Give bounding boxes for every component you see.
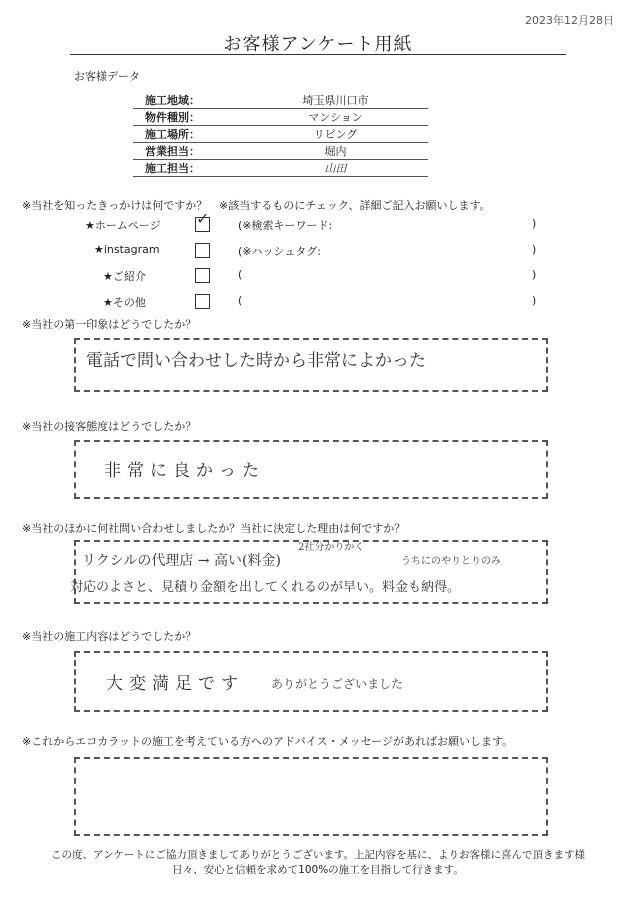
row-label: 物件種別： (133, 109, 243, 126)
page-title: お客様アンケート用紙 (223, 34, 413, 55)
question-construction-quality: ※当社の施工内容はどうでしたか？ (22, 630, 197, 643)
option-detail-homepage: (※検索キーワード: (238, 219, 333, 232)
checkbox-instagram[interactable] (195, 243, 210, 258)
row-label: 施工担当： (133, 160, 243, 177)
question-other-companies: ※当社のほかに何社問い合わせしましたか？当社に決定した理由は何ですか？ (22, 522, 406, 535)
option-label-instagram: ★instagram (94, 243, 160, 256)
row-value: 堀内 (243, 143, 428, 160)
answer-other-companies-line2: 対応のよさと、見積り金額を出してくれるのが早い。料金も納得。 (70, 580, 461, 595)
option-detail-other: ( (238, 294, 243, 307)
option-close-other: ) (532, 294, 537, 307)
question-first-impression: ※当社の第一印象はどうでしたか？ (22, 318, 197, 331)
question-how-found: ※当社を知ったきっかけは何ですか？ (22, 199, 208, 212)
customer-data-heading: お客様データ (74, 70, 140, 83)
answer-note-right: うちにのやりとりのみ (401, 556, 501, 567)
answer-service-attitude: 非常に良かった (104, 461, 265, 481)
question-how-found-note: ※該当するものにチェック、詳細ご記入お願いします。 (219, 199, 491, 212)
survey-date: 2023年12月28日 (525, 14, 614, 27)
answer-box-advice-message[interactable] (74, 757, 548, 836)
row-label: 施工地域： (133, 92, 243, 109)
option-label-homepage: ★ホームページ (85, 219, 161, 232)
option-detail-instagram: (※ハッシュタグ: (238, 245, 321, 258)
checkmark-icon: ✓ (196, 209, 210, 228)
title-underline (70, 54, 566, 55)
row-value-handwritten: 山田 (243, 160, 428, 177)
answer-box-service-attitude[interactable] (74, 440, 548, 499)
question-service-attitude: ※当社の接客態度はどうでしたか？ (22, 420, 197, 433)
row-value: 埼玉県川口市 (243, 92, 428, 109)
answer-construction-quality: 大変満足です (106, 674, 244, 694)
option-label-other: ★その他 (103, 296, 146, 309)
customer-data-row (133, 109, 428, 126)
customer-data-row (133, 126, 428, 143)
row-label: 営業担当： (133, 143, 243, 160)
option-close-homepage: ) (532, 217, 537, 230)
answer-box-first-impression[interactable] (74, 338, 548, 392)
question-advice-message: ※これからエコカラットの施工を考えている方へのアドバイス・メッセージがあればお願いします。 (22, 735, 514, 748)
option-close-referral: ) (532, 268, 537, 281)
answer-other-companies-line1: リクシルの代理店 → 高い(料金) (82, 553, 281, 569)
customer-data-row (133, 92, 428, 109)
checkbox-referral[interactable] (195, 268, 210, 283)
option-close-instagram: ) (532, 243, 537, 256)
row-label: 施工場所： (133, 126, 243, 143)
answer-first-impression: 電話で問い合わせした時から非常によかった (86, 351, 426, 371)
customer-data-table (133, 92, 428, 177)
answer-construction-quality-note: ありがとうございました (271, 677, 404, 691)
answer-box-construction-quality[interactable] (74, 651, 548, 712)
checkbox-other[interactable] (195, 294, 210, 309)
footer-message-line1: この度、アンケートにご協力頂きましてありがとうございます。上記内容を基に、よりお客様に喜んで頂きます様 (50, 849, 586, 861)
customer-data-row (133, 160, 428, 177)
row-value: マンション (243, 109, 428, 126)
option-label-referral: ★ご紹介 (103, 270, 146, 283)
customer-data-row (133, 143, 428, 160)
footer-message-line2: 日々、安心と信頼を求めて100%の施工を目指して行きます。 (172, 864, 464, 876)
answer-box-other-companies[interactable] (70, 540, 548, 604)
answer-note-top: 2社分かりかく (298, 542, 365, 553)
row-value: リビング (243, 126, 428, 143)
option-detail-referral: ( (238, 268, 243, 281)
